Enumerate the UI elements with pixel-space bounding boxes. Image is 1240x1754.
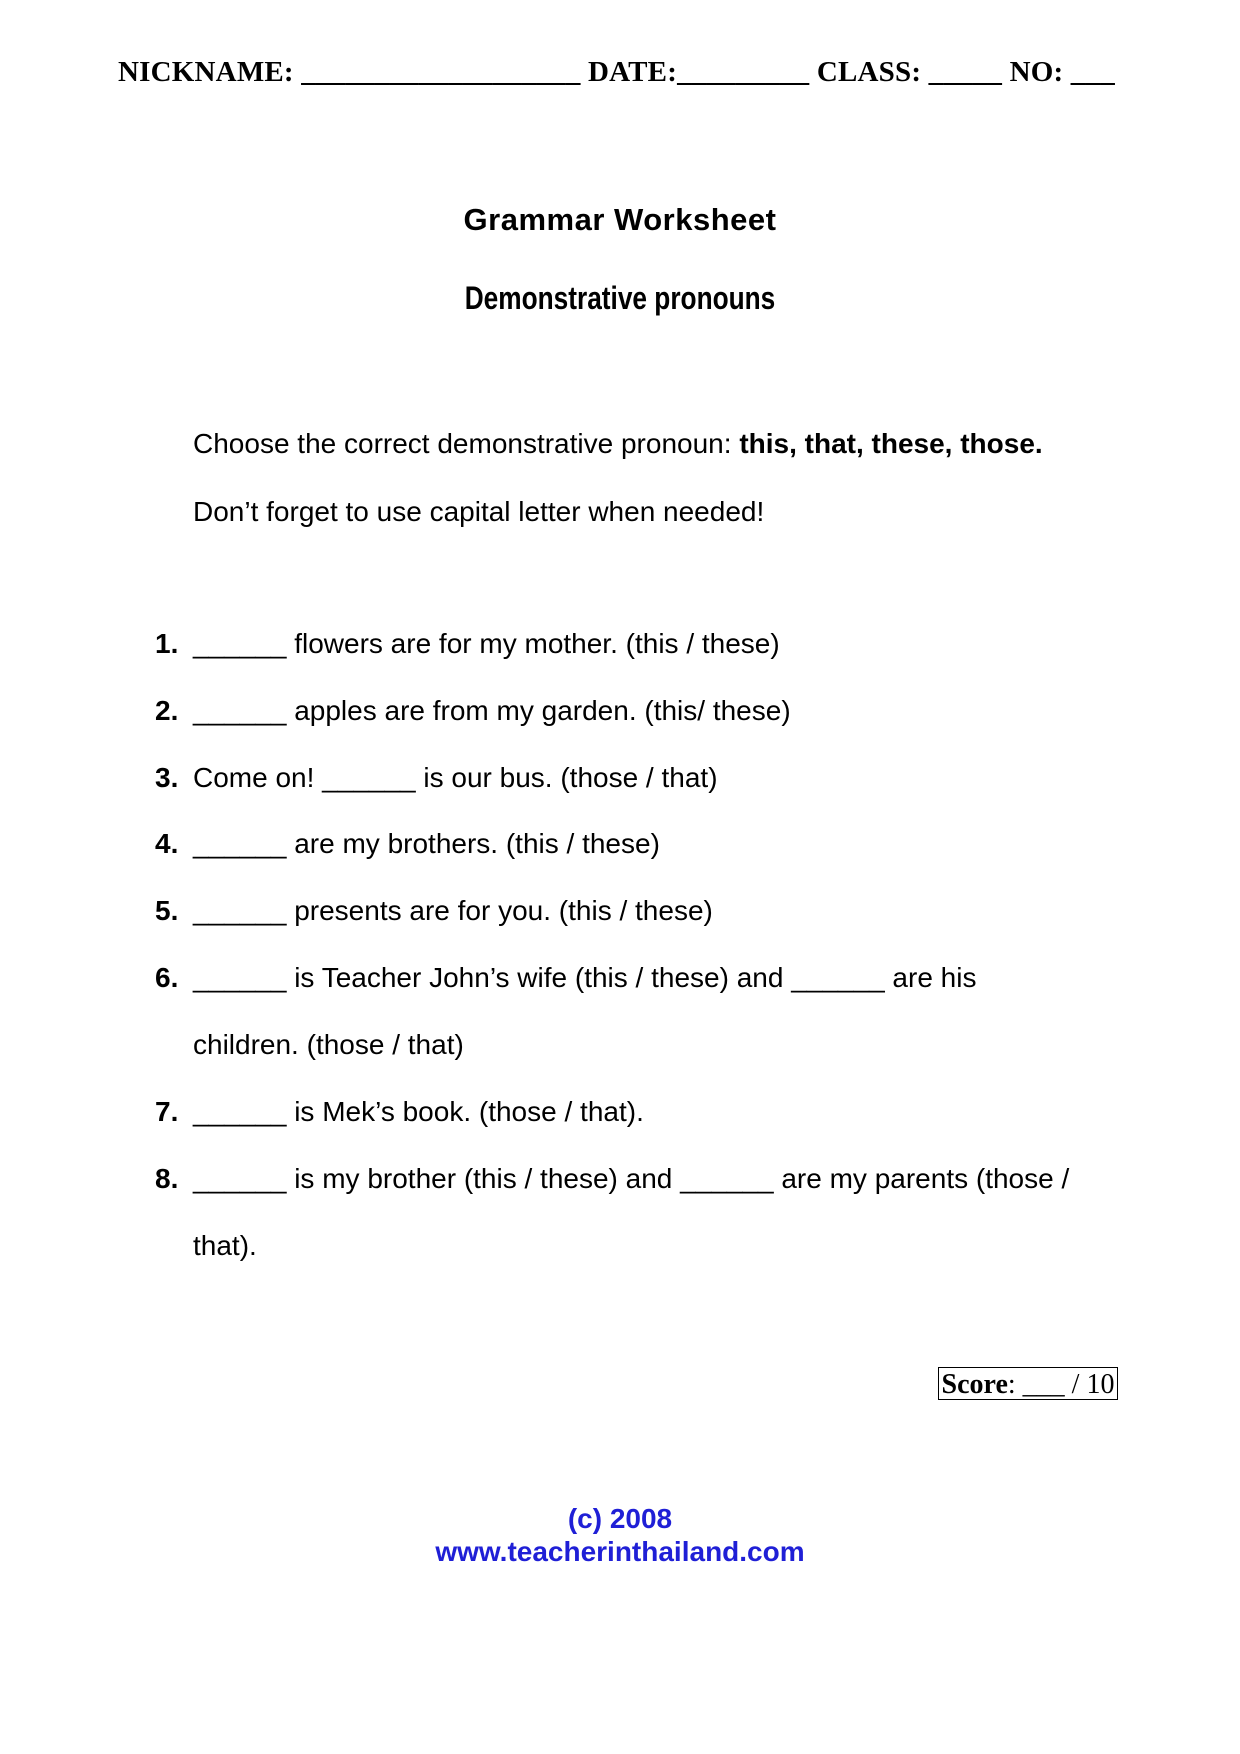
question-number: 8. (155, 1163, 179, 1194)
question-number: 5. (155, 895, 179, 926)
question-number: 1. (155, 628, 179, 659)
question-item-4[interactable] (155, 828, 660, 860)
score-label: Score (941, 1369, 1008, 1400)
question-number: 4. (155, 828, 179, 859)
question-text: ______ is Mek’s book. (those / that). (193, 1096, 644, 1127)
question-text: ______ is my brother (this / these) and ______ are my parents (those / (193, 1163, 1070, 1194)
question-number: 2. (155, 695, 179, 726)
no-label: NO: (1009, 56, 1064, 88)
question-item-2[interactable] (155, 695, 791, 727)
class-label: CLASS: (816, 56, 922, 88)
question-number: 6. (155, 962, 179, 993)
instruction-line-2: Don’t forget to use capital letter when needed! (193, 496, 765, 527)
nickname-label: NICKNAME: (118, 56, 294, 88)
footer-website-link[interactable]: www.teacherinthailand.com (435, 1536, 805, 1567)
question-6-continuation: children. (those / that) (193, 1029, 464, 1060)
worksheet-title: Grammar Worksheet (463, 202, 777, 237)
question-text: ______ apples are from my garden. (this/ these) (193, 695, 791, 726)
nickname-blank[interactable]: ___________________ (293, 56, 588, 88)
question-8-continuation: that). (193, 1230, 257, 1261)
student-info-header (118, 56, 1128, 89)
question-text: ______ presents are for you. (this / these) (193, 895, 713, 926)
instruction-text: Choose the correct demonstrative pronoun: (193, 428, 740, 459)
question-text: ______ is Teacher John’s wife (this / these) and ______ are his (193, 962, 977, 993)
worksheet-subtitle: Demonstrative pronouns (464, 280, 776, 316)
question-number: 7. (155, 1096, 179, 1127)
instruction-pronoun-list: this, that, these, those. (739, 428, 1043, 459)
class-blank[interactable]: _____ (921, 56, 1010, 88)
date-blank[interactable]: _________ (677, 56, 817, 88)
question-text: ______ flowers are for my mother. (this / these) (193, 628, 780, 659)
question-item-6[interactable] (155, 962, 976, 994)
score-box (938, 1367, 1118, 1400)
footer-copyright: (c) 2008 (567, 1503, 673, 1534)
score-value: : ___ / 10 (1007, 1369, 1115, 1400)
question-number: 3. (155, 762, 179, 793)
question-item-3[interactable] (155, 762, 718, 794)
question-item-1[interactable] (155, 628, 780, 660)
question-item-5[interactable] (155, 895, 713, 927)
question-item-7[interactable] (155, 1096, 644, 1128)
instruction-line-1 (193, 428, 1043, 460)
no-blank[interactable]: ___ (1063, 56, 1115, 88)
question-item-8[interactable] (155, 1163, 1069, 1195)
question-text: Come on! ______ is our bus. (those / that) (193, 762, 718, 793)
date-label: DATE: (588, 56, 678, 88)
question-text: ______ are my brothers. (this / these) (193, 828, 660, 859)
